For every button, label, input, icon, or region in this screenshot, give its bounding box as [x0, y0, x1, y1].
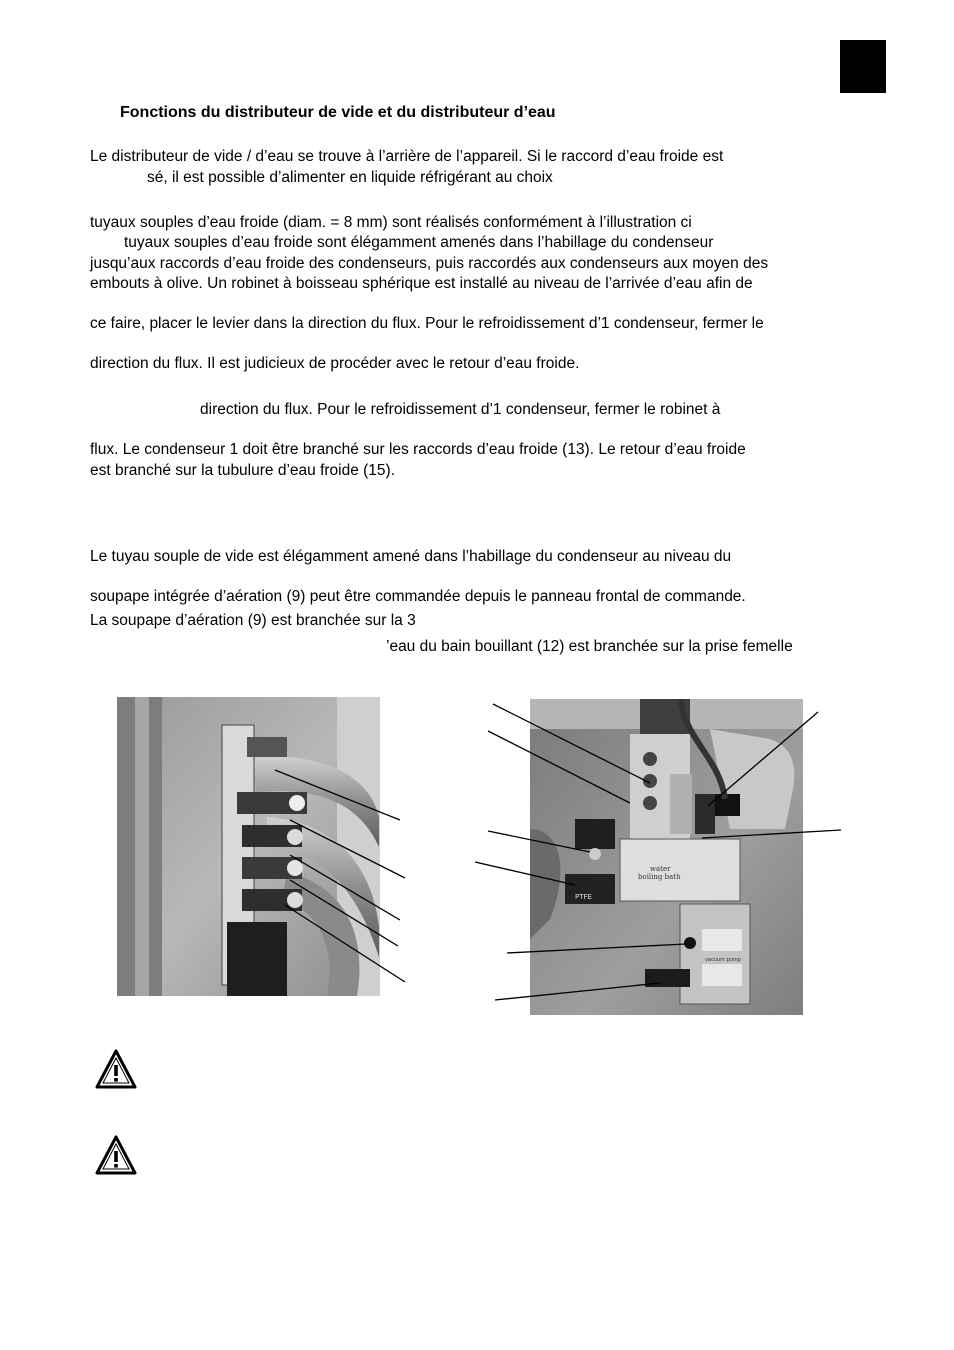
label-water: water	[650, 865, 671, 873]
paragraph-line: direction du flux. Il est judicieux de procéder avec le retour d’eau froide.	[90, 355, 580, 372]
paragraph-line: Le distributeur de vide / d’eau se trouve à l’arrière de l’appareil. Si le raccord d’eau froide est	[90, 148, 724, 165]
paragraph-line: est branché sur la tubulure d’eau froide (15).	[90, 462, 396, 479]
label-boiling-bath: boiling bath	[638, 873, 681, 881]
paragraph-line: direction du flux. Pour le refroidissement d’1 condenseur, fermer le robinet à	[200, 401, 721, 418]
paragraph-line: flux. Le condenseur 1 doit être branché sur les raccords d’eau froide (13). Le retour d’eau froide	[90, 441, 746, 458]
paragraph-line: Le tuyau souple de vide est élégamment amené dans l’habillage du condenseur au niveau du	[90, 548, 732, 565]
paragraph-line: embouts à olive. Un robinet à boisseau sphérique est installé au niveau de l’arrivée d’eau afin de	[90, 275, 753, 292]
paragraph-line: ’eau du bain bouillant (12) est branchée sur la prise femelle	[386, 638, 793, 655]
label-vacuum-pump: vacuum pump	[705, 957, 741, 963]
paragraph-line: sé, il est possible d’alimenter en liquide réfrigérant au choix	[147, 169, 553, 186]
paragraph-line: tuyaux souples d’eau froide (diam. = 8 mm) sont réalisés conformément à l’illustration ci	[90, 214, 692, 231]
paragraph-line: ce faire, placer le levier dans la direction du flux. Pour le refroidissement d’1 condenseur, fermer le	[90, 315, 764, 332]
paragraph-line: jusqu’aux raccords d’eau froide des condenseurs, puis raccordés aux condenseurs aux moyen des	[90, 255, 769, 272]
paragraph-line: soupape intégrée d’aération (9) peut être commandée depuis le panneau frontal de commande.	[90, 588, 746, 605]
paragraph-line: tuyaux souples d’eau froide sont élégamment amenés dans l’habillage du condenseur	[124, 234, 714, 251]
paragraph-line: La soupape d’aération (9) est branchée sur la 3	[90, 612, 416, 629]
warning-triangle-icon	[94, 1048, 138, 1095]
label-ptfe: PTFE	[575, 893, 592, 901]
warning-triangle-icon	[94, 1134, 138, 1181]
section-heading: Fonctions du distributeur de vide et du distributeur d’eau	[120, 104, 556, 121]
